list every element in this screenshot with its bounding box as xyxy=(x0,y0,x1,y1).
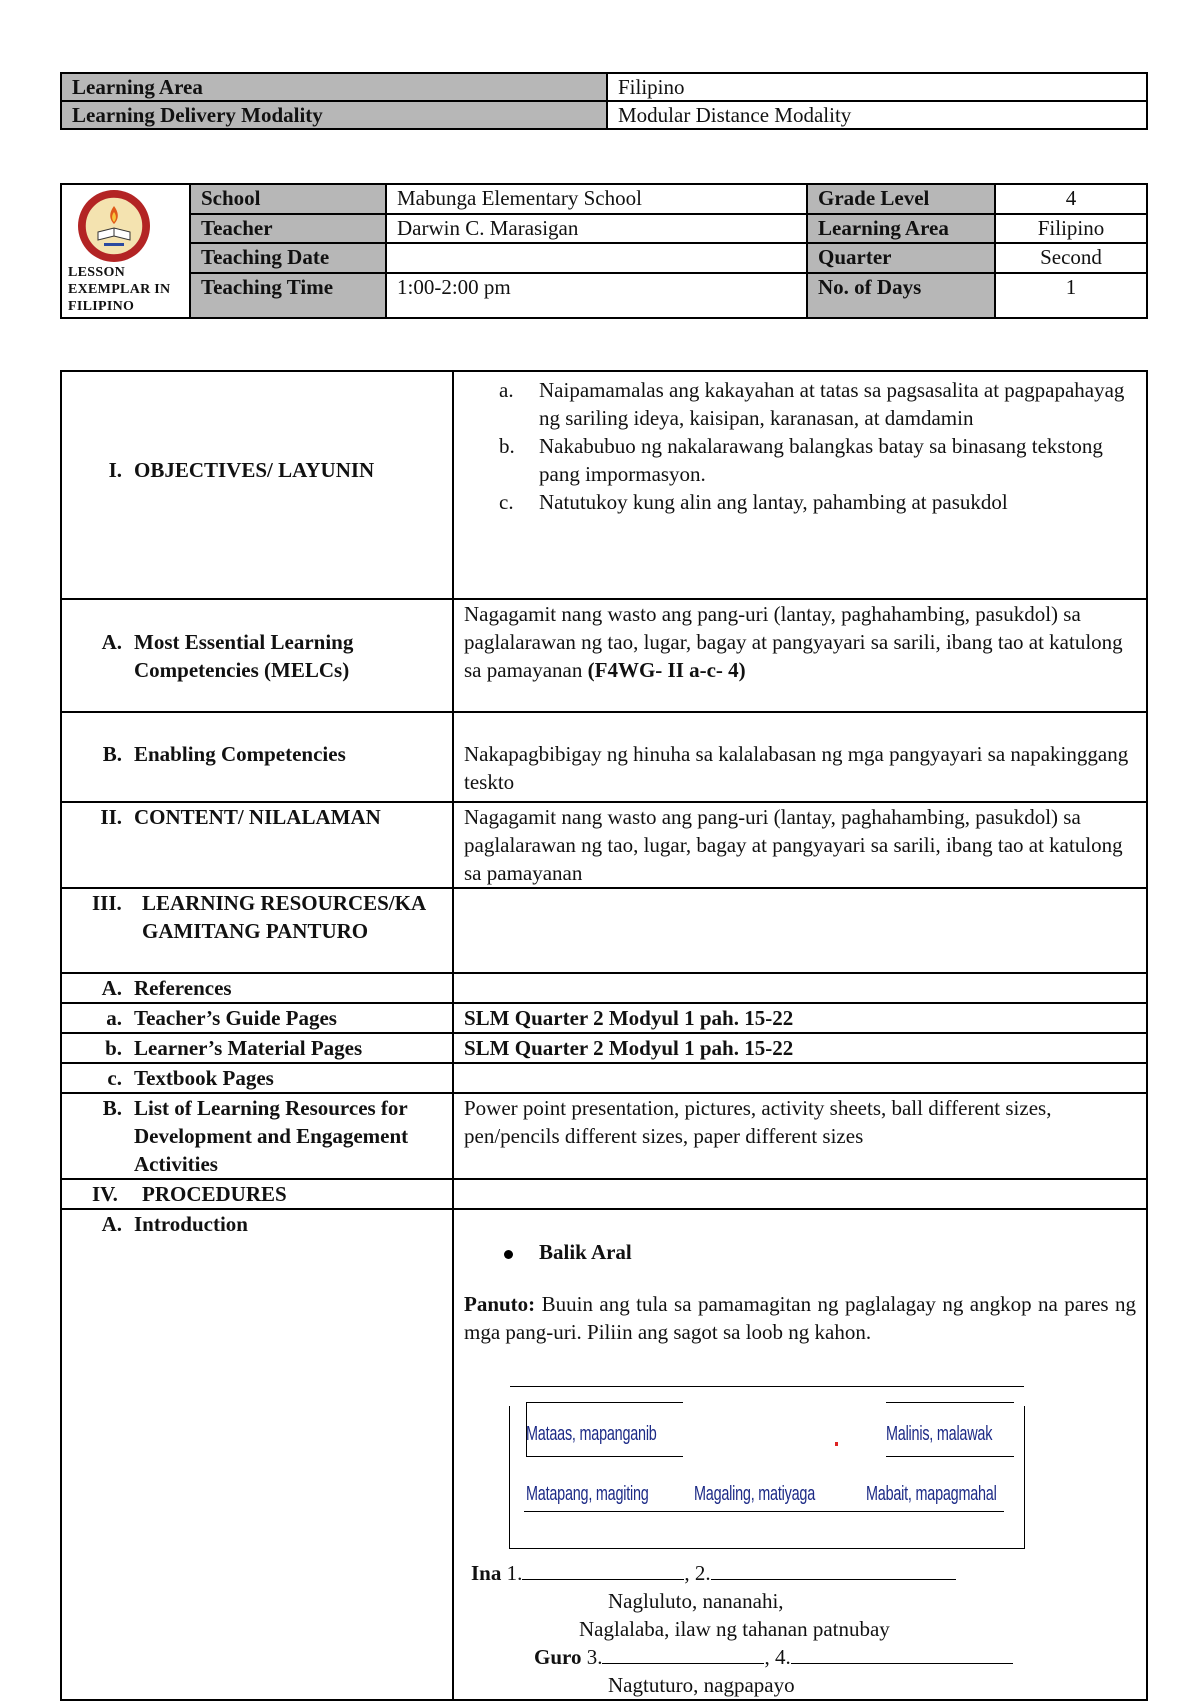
blank-1 xyxy=(522,1559,684,1580)
info-label: Learning Area xyxy=(61,73,607,101)
blank-2 xyxy=(711,1559,956,1580)
poem-line xyxy=(471,1559,1136,1587)
section-number: I. xyxy=(108,458,122,482)
section-number: A. xyxy=(101,1212,122,1236)
poem-line: Nagtuturo, nagpapayo xyxy=(608,1673,795,1697)
header-label: Quarter xyxy=(807,243,995,273)
section-number: a. xyxy=(106,1006,122,1030)
choice-word: Malinis, malawak xyxy=(886,1423,993,1445)
section-number: b. xyxy=(105,1036,122,1060)
lesson-exemplar-label: LESSON EXEMPLAR IN FILIPINO xyxy=(68,265,171,314)
header-value: Mabunga Elementary School xyxy=(386,184,807,214)
balik-aral-item xyxy=(464,1238,1136,1266)
info-row xyxy=(61,101,1147,129)
melcs-row xyxy=(61,599,1147,712)
objectives-list xyxy=(464,376,1136,516)
section-label: List of Learning Resources for Development and Engagement Activities xyxy=(134,1096,409,1176)
content-text: Nagagamit nang wasto ang pang-uri (lantay, paghahambing, pasukdol) sa paglalarawan ng tao, lugar, bagay at pangyayari sa sarili, ibang tao at katulong sa pamayanan xyxy=(453,802,1147,888)
list-resources-row xyxy=(61,1093,1147,1179)
lm-value: SLM Quarter 2 Modyul 1 pah. 15-22 xyxy=(453,1033,1147,1063)
procedures-row xyxy=(61,1179,1147,1209)
section-number: B. xyxy=(102,742,122,766)
section-number: II. xyxy=(100,805,122,829)
header-value: 1 xyxy=(995,273,1147,318)
poem-line xyxy=(471,1643,1136,1671)
section-number: III. xyxy=(92,891,122,915)
info-value: Modular Distance Modality xyxy=(607,101,1147,129)
item-letter: b. xyxy=(499,434,515,458)
references-row xyxy=(61,973,1147,1003)
enabling-text: Nakapagbibigay ng hinuha sa kalalabasan ng mga pangyayari sa napakinggang teskto xyxy=(453,712,1147,802)
blank-3 xyxy=(602,1643,764,1664)
content-row xyxy=(61,802,1147,888)
introduction-row xyxy=(61,1209,1147,1700)
poem-line: Naglalaba, ilaw ng tahanan patnubay xyxy=(579,1617,890,1641)
choice-word: Mataas, mapanganib xyxy=(526,1423,657,1445)
section-label: CONTENT/ NILALAMAN xyxy=(134,805,381,829)
bullet-text: Balik Aral xyxy=(539,1240,632,1264)
textbook-value xyxy=(453,1063,1147,1093)
enabling-row xyxy=(61,712,1147,802)
tg-value: SLM Quarter 2 Modyul 1 pah. 15-22 xyxy=(453,1003,1147,1033)
blank-4 xyxy=(791,1643,1013,1664)
header-value: Filipino xyxy=(995,214,1147,244)
item-text: Naipamamalas ang kakayahan at tatas sa pagsasalita at pagpapahayag ng sariling ideya, kaisipan, karanasan, at damdamin xyxy=(539,378,1125,430)
item-letter: c. xyxy=(499,490,514,514)
choice-word: Magaling, matiyaga xyxy=(694,1483,815,1505)
header-row xyxy=(61,214,1147,244)
instructions-text: Buuin ang tula sa pamamagitan ng paglalagay ng angkop na pares ng mga pang-uri. Piliin ang sagot sa loob ng kahon. xyxy=(464,1292,1136,1344)
info-row xyxy=(61,73,1147,101)
info-label: Learning Delivery Modality xyxy=(61,101,607,129)
tg-row xyxy=(61,1003,1147,1033)
section-label: References xyxy=(134,976,232,1000)
header-label: School xyxy=(190,184,386,214)
header-label: Grade Level xyxy=(807,184,995,214)
section-label: Textbook Pages xyxy=(134,1066,274,1090)
item-letter: a. xyxy=(499,378,514,402)
list-resources-text: Power point presentation, pictures, activity sheets, ball different sizes, pen/pencils different sizes, paper different sizes xyxy=(453,1093,1147,1179)
item-text: Nakabubuo ng nakalarawang balangkas batay sa binasang tekstong pang impormasyon. xyxy=(539,434,1103,486)
resources-row xyxy=(61,888,1147,973)
header-label: Teaching Date xyxy=(190,243,386,273)
section-number: B. xyxy=(102,1096,122,1120)
header-label: Teacher xyxy=(190,214,386,244)
section-number: c. xyxy=(107,1066,122,1090)
ina-label: Ina xyxy=(471,1561,502,1585)
header-label: Learning Area xyxy=(807,214,995,244)
word-choice-box xyxy=(509,1406,1025,1549)
bullet-icon xyxy=(504,1250,513,1259)
poem xyxy=(464,1559,1136,1699)
section-label: Learner’s Material Pages xyxy=(134,1036,363,1060)
school-header-table xyxy=(60,183,1148,319)
section-label: PROCEDURES xyxy=(142,1182,287,1206)
blank-number: 1. xyxy=(506,1561,523,1585)
choice-word: Mabait, mapagmahal xyxy=(866,1483,997,1505)
choice-word: Matapang, magiting xyxy=(526,1483,649,1505)
item-text: Natutukoy kung alin ang lantay, pahambing at pasukdol xyxy=(539,490,1008,514)
header-value: 4 xyxy=(995,184,1147,214)
info-table xyxy=(60,72,1148,130)
textbook-row xyxy=(61,1063,1147,1093)
header-label: Teaching Time xyxy=(190,273,386,318)
blank-number: , 4. xyxy=(764,1645,791,1669)
instructions-label: Panuto: xyxy=(464,1292,536,1316)
guro-label: Guro xyxy=(534,1645,582,1669)
info-value: Filipino xyxy=(607,73,1147,101)
header-row xyxy=(61,243,1147,273)
header-value: Second xyxy=(995,243,1147,273)
blank-number: 3. xyxy=(586,1645,603,1669)
list-item xyxy=(499,376,1136,432)
section-label: Enabling Competencies xyxy=(134,742,346,766)
lesson-plan-table xyxy=(60,370,1148,1701)
melcs-text: Nagagamit nang wasto ang pang-uri (lantay, paghahambing, pasukdol) sa paglalarawan ng tao, lugar, bagay at pangyayari sa sarili, ibang tao at katulong sa pamayanan xyxy=(464,602,1123,682)
header-value xyxy=(386,243,807,273)
melcs-code: (F4WG- II a-c- 4) xyxy=(587,658,746,682)
logo-cell xyxy=(61,184,190,318)
objectives-row xyxy=(61,371,1147,599)
header-label: No. of Days xyxy=(807,273,995,318)
section-number: IV. xyxy=(92,1182,118,1206)
section-number: A. xyxy=(101,630,122,654)
instructions xyxy=(464,1290,1136,1346)
header-value: 1:00-2:00 pm xyxy=(386,273,807,318)
red-dot xyxy=(835,1442,838,1446)
section-number: A. xyxy=(101,976,122,1000)
header-row xyxy=(61,184,1147,214)
section-label: Teacher’s Guide Pages xyxy=(134,1006,337,1030)
section-label: LEARNING RESOURCES/KAGAMITANG PANTURO xyxy=(142,891,427,943)
header-value: Darwin C. Marasigan xyxy=(386,214,807,244)
section-label: Introduction xyxy=(134,1212,248,1236)
lm-row xyxy=(61,1033,1147,1063)
header-row xyxy=(61,273,1147,318)
deped-seal-logo xyxy=(74,188,154,264)
blank-number: , 2. xyxy=(684,1561,711,1585)
poem-line: Nagluluto, nananahi, xyxy=(608,1589,784,1613)
list-item xyxy=(499,488,1136,516)
section-label: OBJECTIVES/ LAYUNIN xyxy=(134,458,375,482)
list-item xyxy=(499,432,1136,488)
section-label: Most Essential Learning Competencies (MELCs) xyxy=(134,630,354,682)
